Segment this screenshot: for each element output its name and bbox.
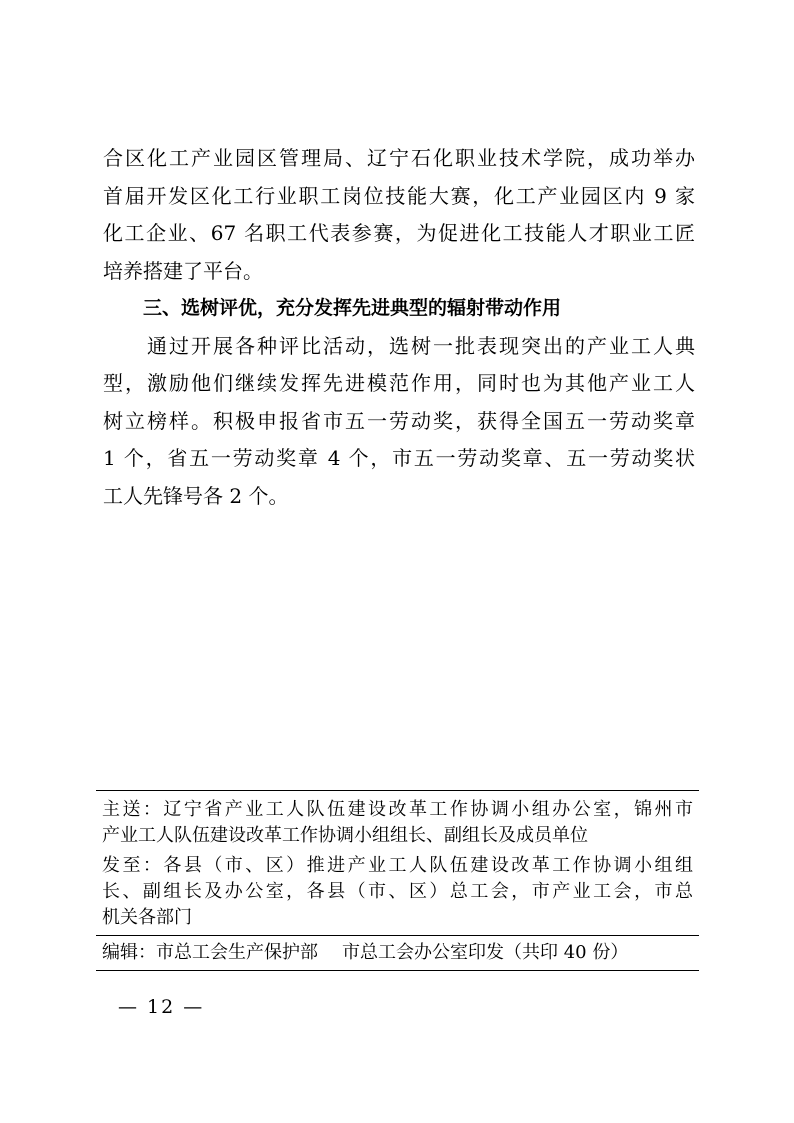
text-line: 培养搭建了平台。 <box>103 258 263 283</box>
text-line: 工人先锋号各 2 个。 <box>103 483 289 508</box>
divider <box>96 970 699 971</box>
issuer-label: 市总工会办公室印发（共印 40 份） <box>342 942 629 963</box>
text-line: 1 个，省五一劳动奖章 4 个，市五一劳动奖章、五一劳动奖状 <box>103 446 695 470</box>
text-line: 化工企业、67 名职工代表参赛，为促进化工技能人才职业工匠 <box>103 221 695 245</box>
copy-to-line: 发至：各县（市、区）推进产业工人队伍建设改革工作协调小组组 <box>102 855 693 876</box>
text-line: 首届开发区化工行业职工岗位技能大赛，化工产业园区内 9 家 <box>103 183 695 208</box>
body-text <box>103 140 695 515</box>
paragraph-1 <box>103 140 695 290</box>
copy-to-section <box>96 853 699 935</box>
text-line: 通过开展各种评比活动，选树一批表现突出的产业工人典 <box>147 333 695 358</box>
text-line: 型，激励他们继续发挥先进模范作用，同时也为其他产业工人 <box>103 371 695 395</box>
send-to-line: 主送：辽宁省产业工人队伍建设改革工作协调小组办公室，锦州市 <box>102 799 693 820</box>
send-to-line: 产业工人队伍建设改革工作协调小组组长、副组长及成员单位 <box>102 825 588 846</box>
text-line: 树立榜样。积极申报省市五一劳动奖，获得全国五一劳动奖章 <box>103 408 695 433</box>
copy-to-line: 长、副组长及办公室，各县（市、区）总工会，市产业工会，市总 <box>102 881 693 902</box>
page-number: — 12 — <box>118 996 205 1018</box>
copy-to-line: 机关各部门 <box>102 907 192 928</box>
send-to-section <box>96 791 699 853</box>
section-heading: 三、选树评优，充分发挥先进典型的辐射带动作用 <box>143 297 562 319</box>
distribution-footer <box>96 790 699 971</box>
paragraph-2 <box>103 328 695 516</box>
text-line: 合区化工产业园区管理局、辽宁石化职业技术学院，成功举办 <box>103 146 695 170</box>
edit-issue-line <box>96 936 699 970</box>
editor-label: 编辑：市总工会生产保护部 <box>102 942 318 963</box>
